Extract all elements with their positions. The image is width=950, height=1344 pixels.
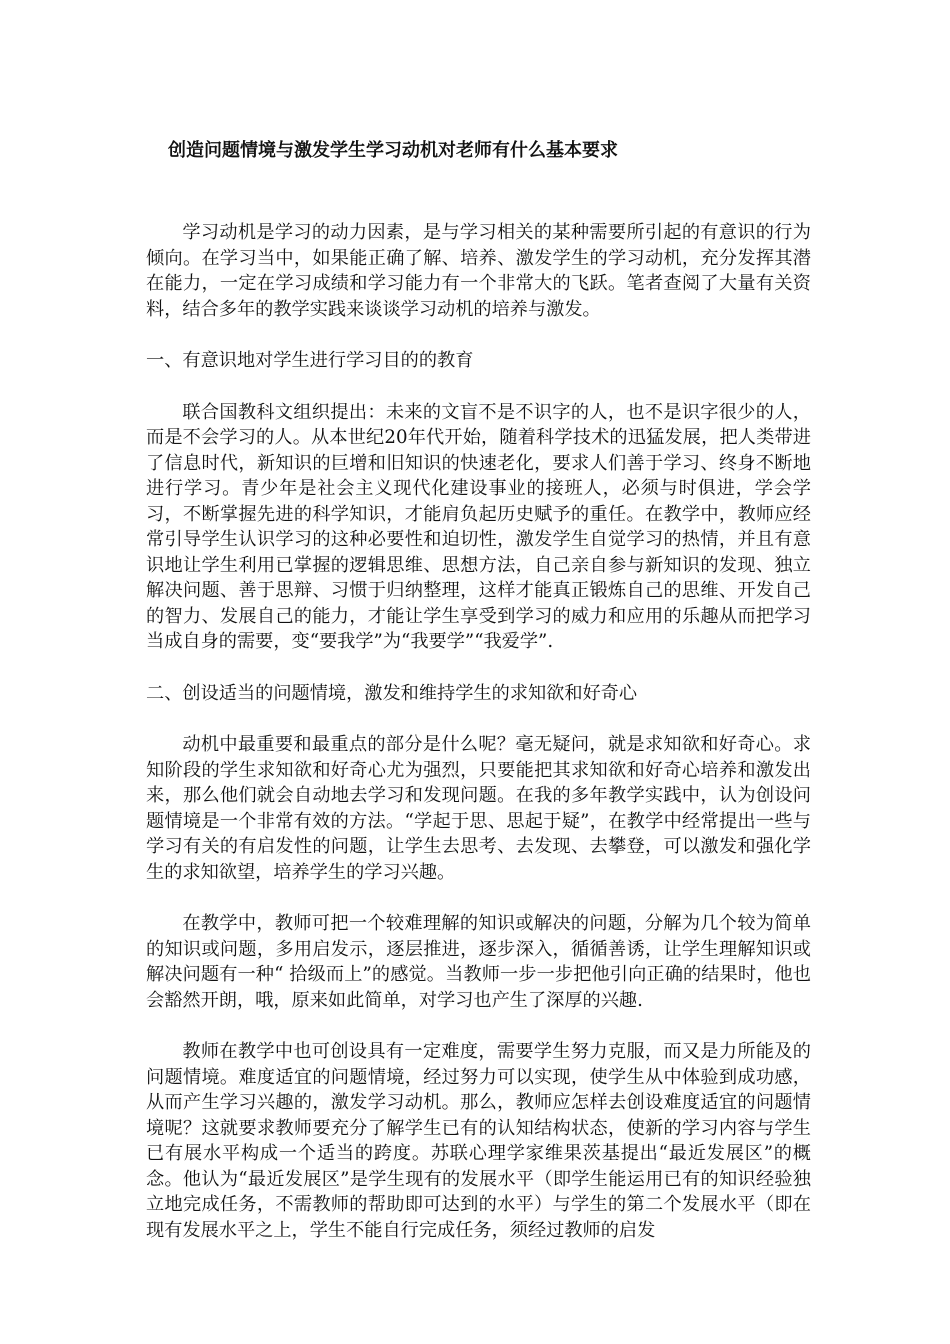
paragraph-intro: 学习动机是学习的动力因素，是与学习相关的某种需要所引起的有意识的行为倾向。在学习当中，如果能正确了解、培养、激发学生的学习动机，充分发挥其潜在能力，一定在学习成绩和学习能力有一个非常大的飞跃。笔者查阅了大量有关资料，结合多年的教学实践来谈谈学习动机的培养与激发。 [146, 222, 811, 320]
section-heading-1: 一、有意识地对学生进行学习目的的教育 [146, 350, 474, 371]
document-title: 创造问题情境与激发学生学习动机对老师有什么基本要求 [168, 140, 618, 161]
section-heading-2: 二、创设适当的问题情境，激发和维持学生的求知欲和好奇心 [146, 682, 638, 704]
document-body [146, 220, 811, 1269]
paragraph-section-2b: 在教学中，教师可把一个较难理解的知识或解决的问题，分解为几个较为简单的知识或问题，多用启发示，逐层推进，逐步深入，循循善诱，让学生理解知识或解决问题有一种“ 拾级而上”的感觉。当教师一步一步把他引向正确的结果时，他也会豁然开朗，哦，原来如此简单，对学习也产生了深厚的兴趣. [146, 913, 811, 1011]
paragraph-section-1: 联合国教科文组织提出：未来的文盲不是不识字的人，也不是识字很少的人，而是不会学习的人。从本世纪20年代开始，随着科学技术的迅猛发展，把人类带进了信息时代，新知识的巨增和旧知识的快速老化，要求人们善于学习、终身不断地进行学习。青少年是社会主义现代化建设事业的接班人，必须与时俱进，学会学习，不断掌握先进的科学知识，才能肩负起历史赋予的重任。在教学中，教师应经常引导学生认识学习的这种必要性和迫切性，激发学生自觉学习的热情，并且有意识地让学生利用已掌握的逻辑思维、思想方法，自己亲自参与新知识的发现、独立解决问题、善于思辩、习惯于归纳整理，这样才能真正锻炼自己的思维、开发自己的智力、发展自己的能力，才能让学生享受到学习的威力和应用的乐趣从而把学习当成自身的需要，变“要我学”为“我要学”“我爱学”. [146, 401, 811, 652]
paragraph-section-2a: 动机中最重要和最重点的部分是什么呢？毫无疑问，就是求知欲和好奇心。求知阶段的学生求知欲和好奇心尤为强烈，只要能把其求知欲和好奇心培养和激发出来，那么他们就会自动地去学习和发现问题。在我的多年教学实践中，认为创设问题情境是一个非常有效的方法。“学起于思、思起于疑”，在教学中经常提出一些与学习有关的有启发性的问题，让学生去思考、去发现、去攀登，可以激发和强化学生的求知欲望，培养学生的学习兴趣。 [146, 734, 811, 883]
paragraph-section-2c: 教师在教学中也可创设具有一定难度，需要学生努力克服，而又是力所能及的问题情境。难度适宜的问题情境，经过努力可以实现，使学生从中体验到成功感，从而产生学习兴趣的，激发学习动机。那么，教师应怎样去创设难度适宜的问题情境呢？这就要求教师要充分了解学生已有的认知结构状态，使新的学习内容与学生已有展水平构成一个适当的跨度。苏联心理学家维果茨基提出“最近发展区”的概念。他认为“最近发展区”是学生现有的发展水平（即学生能运用已有的知识经验独立地完成任务，不需教师的帮助即可达到的水平）与学生的第二个发展水平（即在现有发展水平之上，学生不能自行完成任务，须经过教师的启发 [146, 1041, 811, 1241]
